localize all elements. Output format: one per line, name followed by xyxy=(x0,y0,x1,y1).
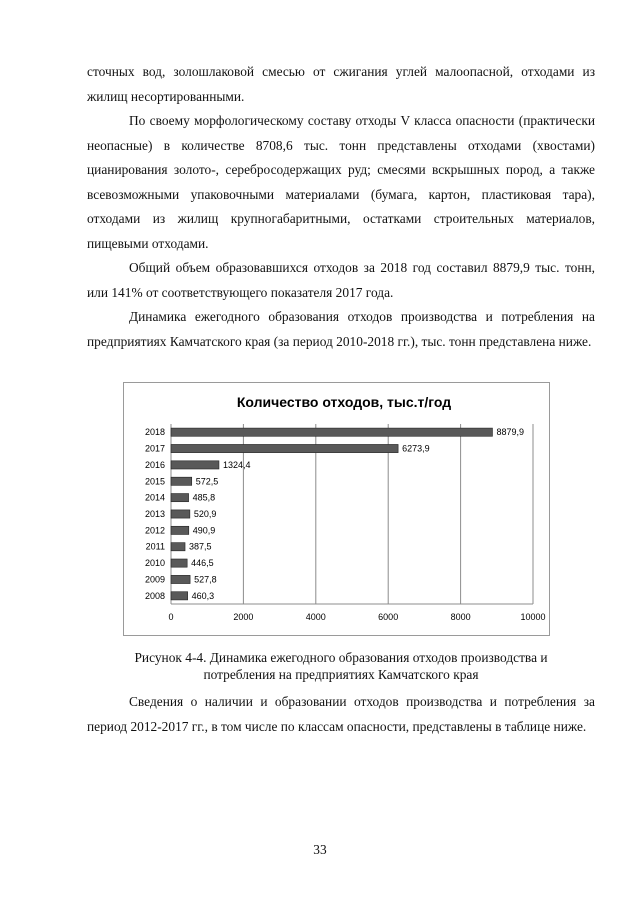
bar-2016 xyxy=(171,461,219,469)
category-label: 2016 xyxy=(144,459,165,470)
chart-svg xyxy=(124,383,549,635)
bar-2008 xyxy=(171,592,188,600)
bar-2009 xyxy=(171,575,190,583)
value-label: 1324,4 xyxy=(222,459,251,470)
category-label: 2012 xyxy=(144,525,165,536)
value-label: 572,5 xyxy=(195,476,219,487)
paragraph-1: сточных вод, золошлаковой смесью от сжигания углей малоопасной, отходами из жилищ несортированными. xyxy=(87,64,595,104)
chart-title: Количество отходов, тыс.т/год xyxy=(236,394,452,410)
bar-2018 xyxy=(171,428,492,436)
category-label: 2010 xyxy=(144,558,165,569)
bar-2011 xyxy=(171,543,185,551)
value-label: 387,5 xyxy=(189,541,212,552)
category-label: 2018 xyxy=(144,427,165,438)
value-label: 8879,9 xyxy=(496,427,524,438)
x-tick-label: 2000 xyxy=(233,612,254,622)
page-number: 33 xyxy=(313,842,327,857)
waste-chart xyxy=(123,382,550,636)
paragraph-3: Общий объем образовавшихся отходов за 2018 год составил 8879,9 тыс. тонн, или 141% от соответствующего показателя 2017 года. xyxy=(87,260,595,300)
category-label: 2013 xyxy=(144,509,165,519)
value-label: 520,9 xyxy=(193,509,217,519)
category-label: 2017 xyxy=(144,443,165,454)
bar-2014 xyxy=(171,494,189,502)
bar-2012 xyxy=(171,526,189,534)
paragraph-4: Динамика ежегодного образования отходов производства и потребления на предприятиях Камчатского края (за период 2010-2018 гг.), тыс. тонн представлена ниже. xyxy=(87,309,595,349)
paragraph-2: По своему морфологическому составу отходы V класса опасности (практически неопасные) в количестве 8708,6 тыс. тонн представлены отходами (хвостами) цианирования золото-, серебросодержащих руд; смесями вскрышных пород, а также всевозможными упаковочными материалами (бумага, картон, пластиковая тара), отходами из жилищ крупногабаритными, остатками строительных материалов, пищевыми отходами. xyxy=(87,113,595,251)
category-label: 2011 xyxy=(145,541,165,552)
x-tick-label: 4000 xyxy=(305,612,326,622)
figure-caption-line-1: Рисунок 4-4. Динамика ежегодного образования отходов производства и xyxy=(134,650,548,665)
value-label: 6273,9 xyxy=(402,443,430,454)
category-label: 2014 xyxy=(144,492,165,503)
category-label: 2009 xyxy=(144,574,165,585)
bar-2010 xyxy=(171,559,187,567)
bar-2013 xyxy=(171,510,190,518)
chart-labels xyxy=(145,427,546,622)
value-label: 446,5 xyxy=(191,558,214,569)
value-label: 485,8 xyxy=(192,492,216,503)
x-tick-label: 10000 xyxy=(520,612,546,622)
category-label: 2008 xyxy=(144,590,165,601)
category-label: 2015 xyxy=(144,476,165,487)
figure-caption-line-2: потребления на предприятиях Камчатского края xyxy=(203,667,479,682)
value-label: 490,9 xyxy=(192,525,216,536)
figure-caption xyxy=(87,649,595,683)
bar-2015 xyxy=(171,477,192,485)
x-tick-label: 6000 xyxy=(378,612,399,622)
chart-bars xyxy=(171,428,492,600)
value-label: 527,8 xyxy=(194,574,217,585)
value-label: 460,3 xyxy=(191,590,215,601)
x-tick-label: 8000 xyxy=(450,612,471,622)
bar-2017 xyxy=(171,444,398,452)
paragraph-5: Сведения о наличии и образовании отходов производства и потребления за период 2012-2017 гг., в том числе по классам опасности, представлены в таблице ниже. xyxy=(87,694,595,734)
x-tick-label: 0 xyxy=(168,612,174,622)
